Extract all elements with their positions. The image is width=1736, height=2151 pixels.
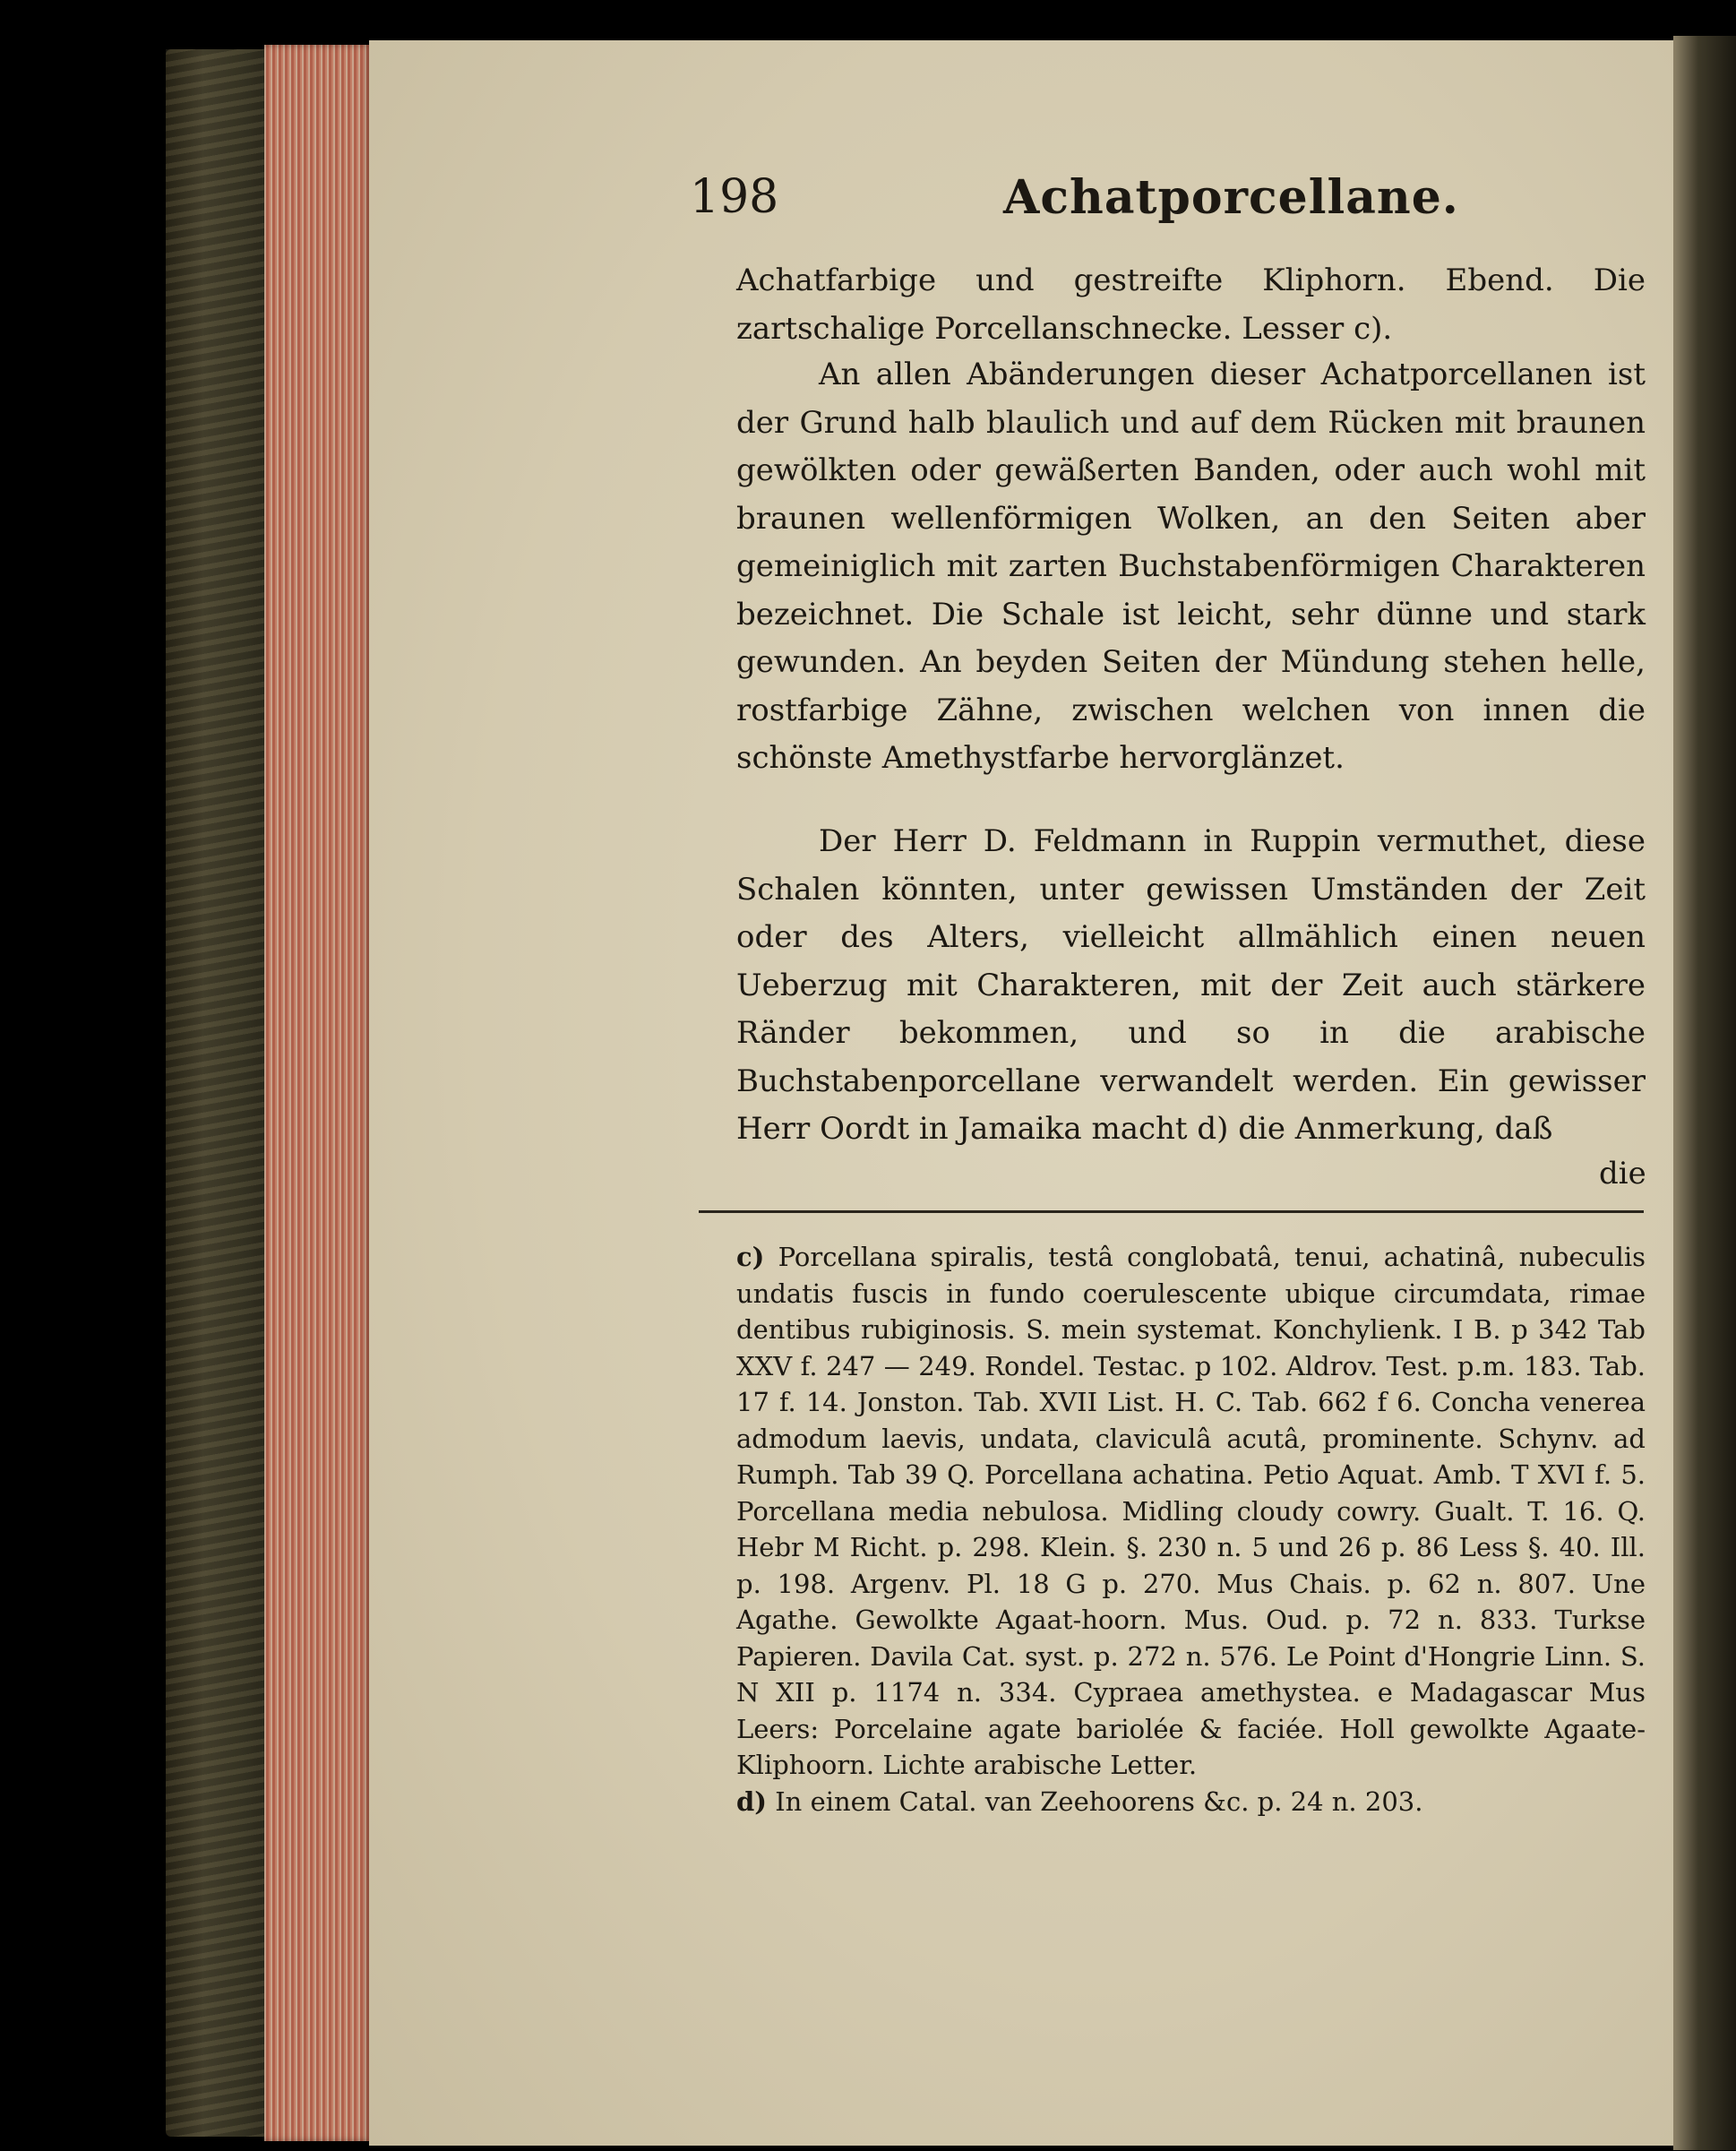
footnote-rule: [699, 1210, 1644, 1213]
book-cover-spine: [166, 49, 273, 2137]
footnote-marker: d): [736, 1785, 767, 1817]
page-edges: [264, 45, 372, 2141]
footnote-text: Porcellana spiralis, testâ conglobatâ, tenui, achatinâ, nubeculis undatis fuscis in fundo coerulescente ubique circumdata, rimae dentibus rubiginosis. S. mein systemat. Konchylienk. I B. p 342 Tab XXV f. 247 — 249. Rondel. Testac. p 102. Aldrov. Test. p.m. 183. Tab. 17 f. 14. Jonston. Tab. XVII List. H. C. Tab. 662 f 6. Concha venerea admodum laevis, undata, claviculâ acutâ, prominente. Schynv. ad Rumph. Tab 39 Q. Porcellana achatina. Petio Aquat. Amb. T XVI f. 5. Porcellana media nebulosa. Midling cloudy cowry. Gualt. T. 16. Q. Hebr M Richt. p. 298. Klein. §. 230 n. 5 und 26 p. 86 Less §. 40. Ill. p. 198. Argenv. Pl. 18 G p. 270. Mus Chais. p. 62 n. 807. Une Agathe. Gewolkte Agaat-hoorn. Mus. Oud. p. 72 n. 833. Turkse Papieren. Davila Cat. syst. p. 272 n. 576. Le Point d'Hongrie Linn. S. N XII p. 1174 n. 334. Cypraea amethystea. e Madagascar Mus Leers: Porcelaine agate bariolée & faciée. Holl gewolkte Agaate-Kliphoorn. Lichte arabische Letter.: [736, 1242, 1646, 1780]
body-paragraph-3: [736, 818, 1646, 1154]
paragraph-text: An allen Abänderungen dieser Achatporcellanen ist der Grund halb blaulich und auf dem Rücken mit braunen gewölkten oder gewäßerten Banden, oder auch wohl mit braunen wellenförmigen Wolken, an den Seiten aber gemeiniglich mit zarten Buchstabenförmigen Charakteren bezeichnet. Die Schale ist leicht, sehr dünne und stark gewunden. An beyden Seiten der Mündung stehen helle, rostfarbige Zähne, zwischen welchen von innen die schönste Amethystfarbe hervorglänzet.: [736, 357, 1646, 776]
footnote-d: [736, 1784, 1646, 1820]
page-number: 198: [690, 170, 779, 224]
body-paragraph-2: [736, 351, 1646, 783]
body-paragraph-1: [736, 257, 1646, 353]
page-header: [690, 170, 1648, 233]
running-title: Achatporcellane.: [1003, 170, 1459, 225]
footnotes: [736, 1239, 1646, 1820]
catchword: die: [1599, 1156, 1646, 1192]
paragraph-text: Achatfarbige und gestreifte Kliphorn. Ebend. Die zartschalige Porcellanschnecke. Lesser c).: [736, 262, 1646, 347]
footnote-c: [736, 1239, 1646, 1784]
footnote-text: In einem Catal. van Zeehoorens &c. p. 24 n. 203.: [775, 1785, 1423, 1817]
footnote-marker: c): [736, 1242, 765, 1272]
page-gutter: [1673, 36, 1736, 2150]
paragraph-text: Der Herr D. Feldmann in Ruppin vermuthet, diese Schalen könnten, unter gewissen Umständen der Zeit oder des Alters, vielleicht allmählich einen neuen Ueberzug mit Charakteren, mit der Zeit auch stärkere Ränder bekommen, und so in die arabische Buchstabenporcellane verwandelt werden. Ein gewisser Herr Oordt in Jamaika macht d) die Anmerkung, daß: [736, 823, 1646, 1147]
